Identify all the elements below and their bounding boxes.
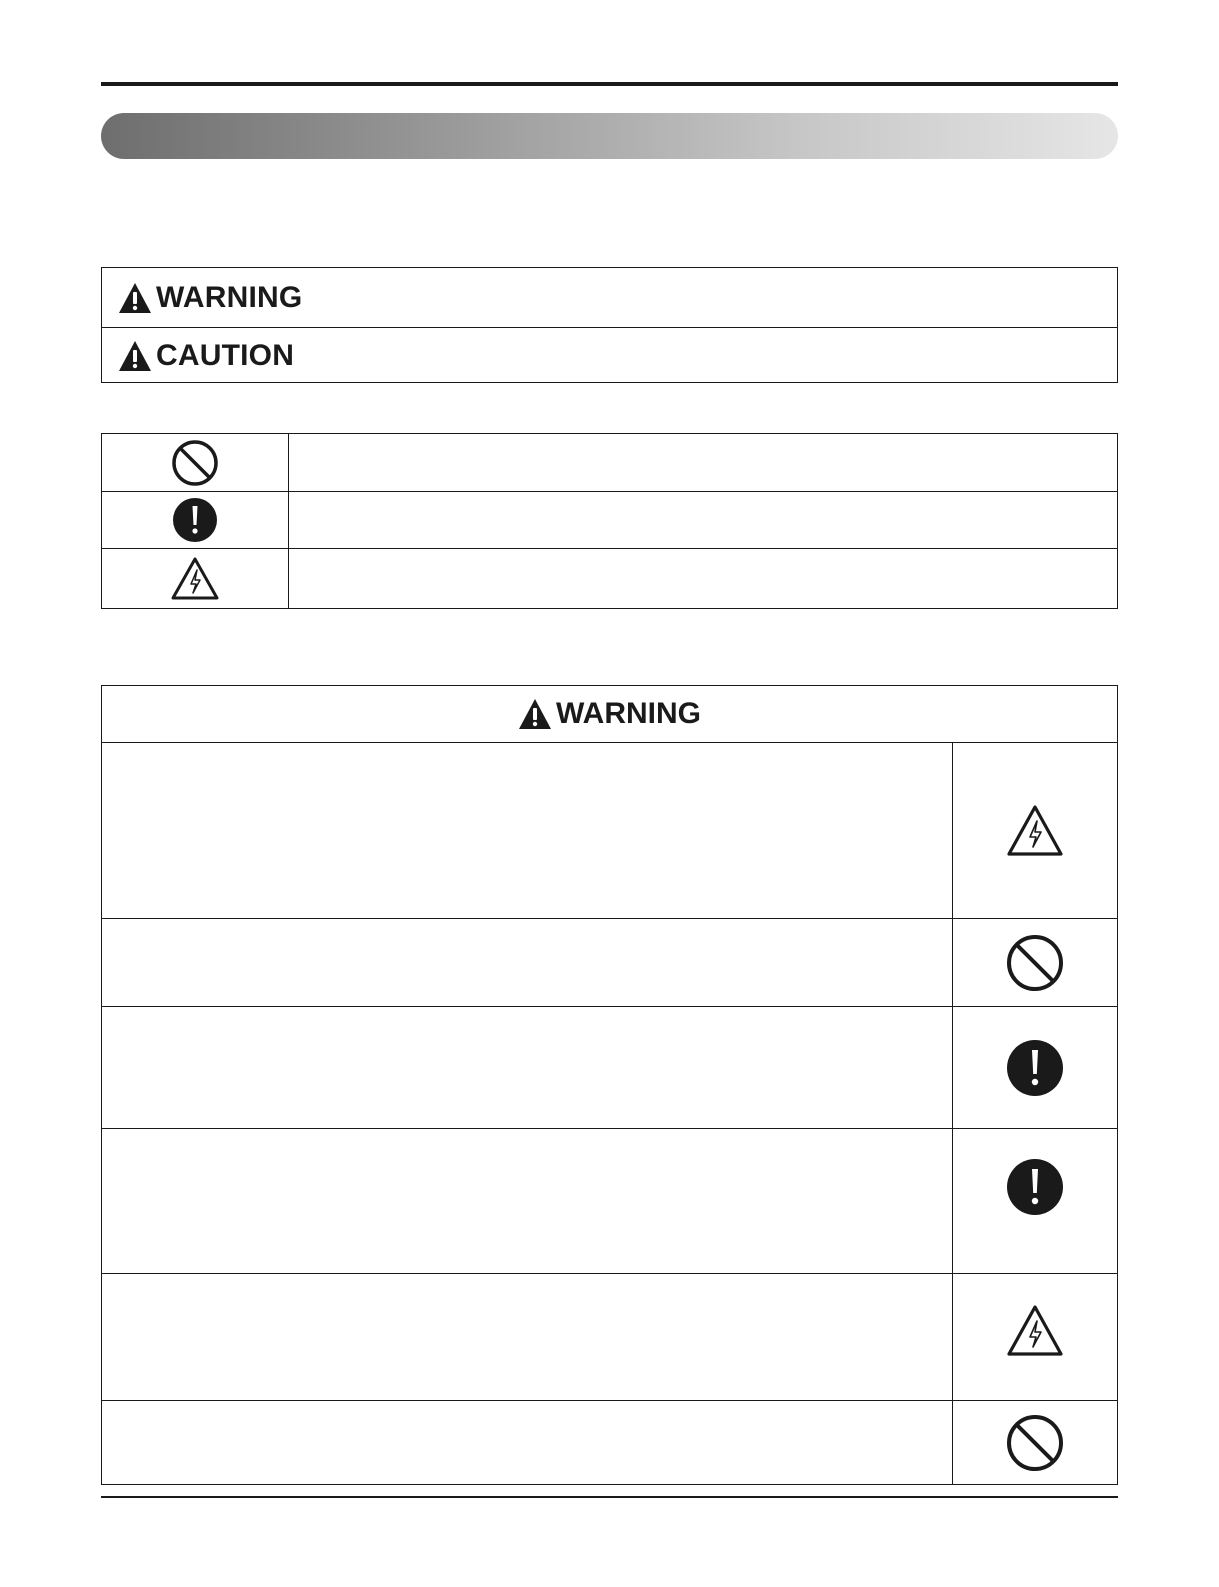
signal-row-warning [102, 268, 1117, 327]
symbol-legend-table [101, 433, 1118, 609]
section-title-bar [101, 113, 1118, 159]
mandatory-icon [1006, 1039, 1064, 1097]
symbol-cell [102, 492, 288, 548]
mandatory-icon [172, 497, 218, 543]
warning-row-icon-cell [952, 919, 1118, 1006]
mandatory-icon [1006, 1158, 1064, 1216]
signal-word-warning: WARNING [156, 280, 303, 314]
electric-shock-icon [1006, 804, 1064, 858]
warning-section-table [101, 685, 1118, 1485]
warning-row-icon-cell [952, 1401, 1118, 1485]
warning-row-icon-cell [952, 1007, 1118, 1128]
warning-triangle-icon [518, 698, 552, 730]
warning-section-heading: WARNING [556, 697, 701, 730]
warning-row-icon-cell [952, 1129, 1118, 1273]
header-rule [101, 82, 1118, 86]
prohibition-icon [1005, 933, 1065, 993]
divider [288, 434, 289, 608]
signal-row-caution [102, 328, 1117, 383]
signal-word-table [101, 267, 1118, 383]
warning-section-header [102, 686, 1117, 742]
warning-row-icon-cell [952, 743, 1118, 918]
warning-row-icon-cell [952, 1274, 1118, 1400]
symbol-cell [102, 549, 288, 609]
signal-word-caution: CAUTION [156, 338, 295, 372]
symbol-cell [102, 434, 288, 491]
prohibition-icon [171, 439, 219, 487]
prohibition-icon [1005, 1413, 1065, 1473]
electric-shock-icon [1006, 1304, 1064, 1358]
footer-rule [101, 1496, 1118, 1498]
warning-triangle-icon [118, 282, 152, 314]
warning-triangle-icon [118, 340, 152, 372]
electric-shock-icon [170, 556, 220, 602]
